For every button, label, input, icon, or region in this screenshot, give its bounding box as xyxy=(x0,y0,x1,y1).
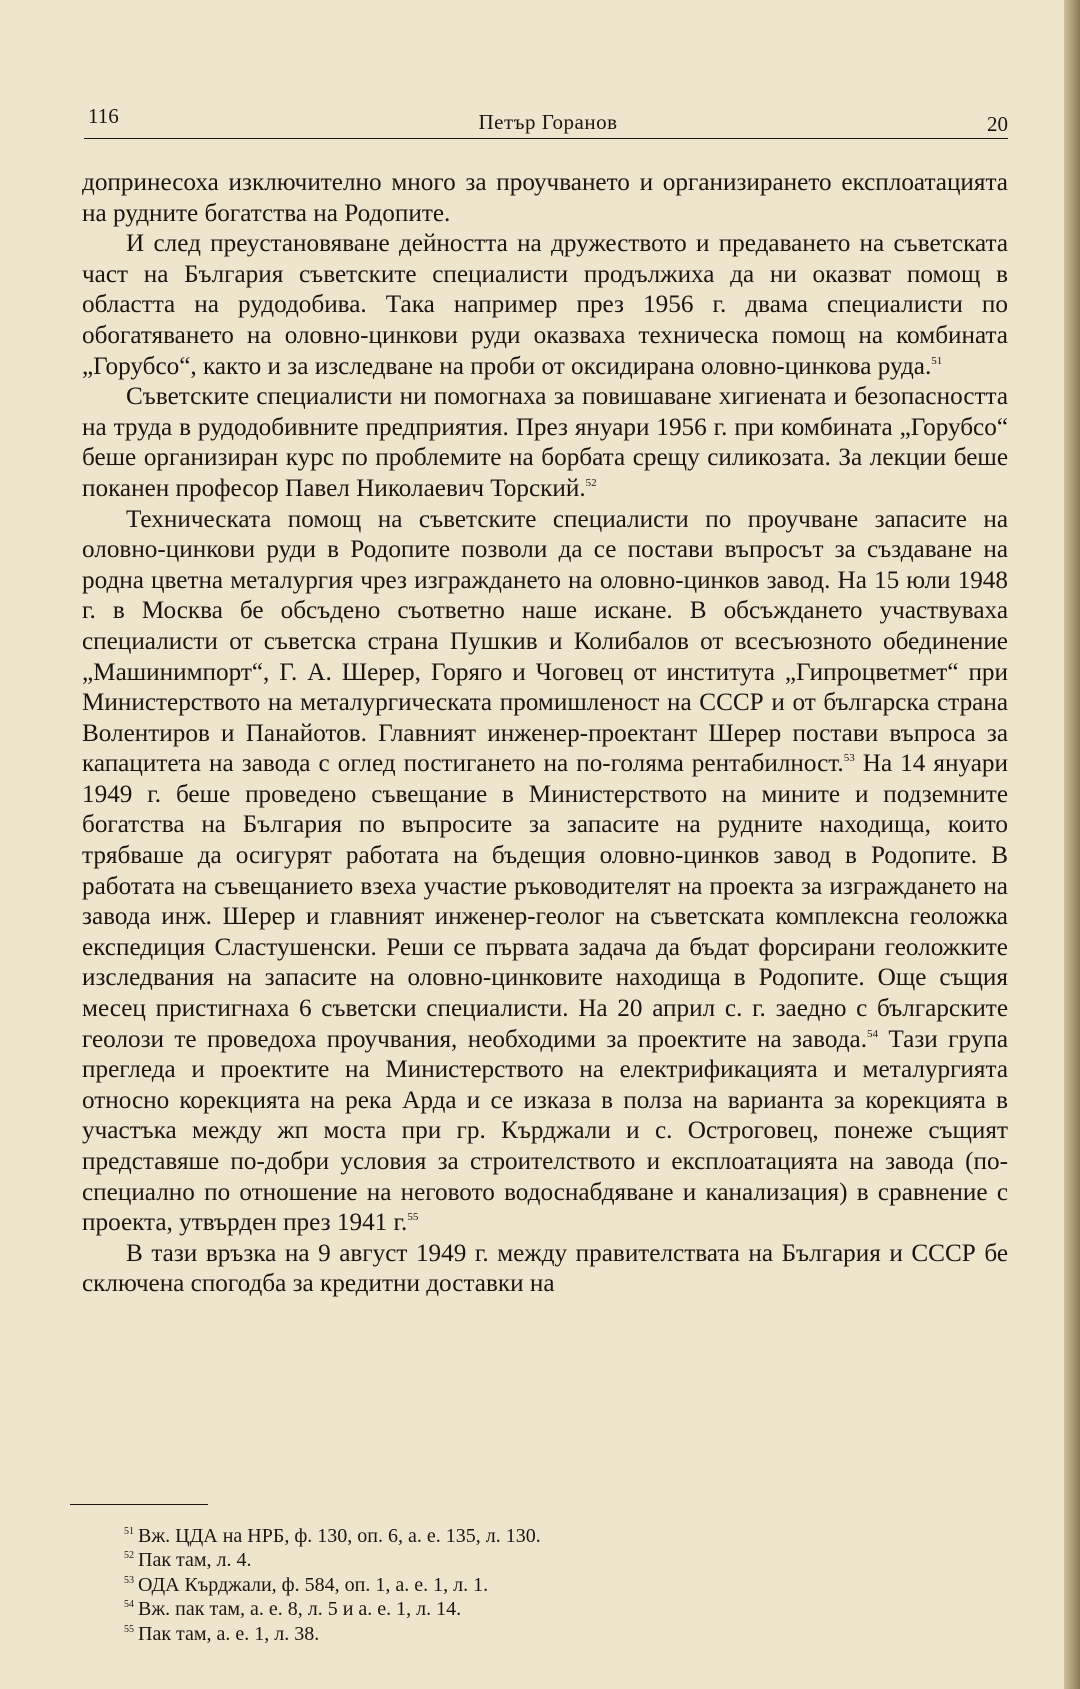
paragraph: В тази връзка на 9 август 1949 г. между правителствата на България и СССР бе сключена спогодба за кредитни доставки на xyxy=(82,1239,1008,1298)
footnote-ref: 51 xyxy=(931,354,943,367)
footnote: $^{52}$ Пак там, л. 4. xyxy=(124,1549,252,1572)
paragraph: И след преустановяване дейността на дружеството и предаването на съветската част на България съветските специалисти продължиха да ни оказват помощ в областта на рудодобива. Така например през 1956 г. двама специалисти по обогатяването на оловно-цинкови руди оказваха техническа помощ на комбината „Горубсо“, както и за изследване на проби от оксидирана оловно-цинкова руда.$^{51}$ xyxy=(82,230,1008,380)
paragraph: допринесоха изключително много за проучването и организирането експлоатацията на рудните богатства на Родопите. xyxy=(82,169,1008,227)
body-text xyxy=(82,168,1008,1300)
footnote-ref: 52 xyxy=(585,476,597,489)
paragraph: Съветските специалисти ни помогнаха за повишаване хигиената и безопасността на труда в рудодобивните предприятия. През януари 1956 г. при комбината „Горубсо“ беше организиран курс по проблемите на борбата срещу силикозата. За лекции беше поканен професор Павел Николаевич Торский.$^{52}$ xyxy=(82,383,1008,502)
footnotes xyxy=(124,1524,824,1646)
footnote: $^{53}$ ОДА Кърджали, ф. 584, оп. 1, а. е. 1, л. 1. xyxy=(124,1573,489,1596)
page-number: 116 xyxy=(88,104,119,128)
footnote-ref: 54 xyxy=(867,1027,879,1040)
paragraph: Техническата помощ на съветските специалисти по проучване запасите на оловно-цинкови руди в Родопите позволи да се постави въпросът за създаване на родна цветна металургия чрез изграждането на оловно-цинков завод. На 15 юли 1948 г. в Москва бе обсъдено съответно наше искане. В обсъждането участвуваха специалисти от съветска страна Пушкив и Колибалов от всесъюзното обединение „Машинимпорт“, Г. А. Шерер, Горяго и Чоговец от института „Гипроцветмет“ при Министерството на металургическата промишленост на СССР и от българска страна Волентиров и Панайотов. Главният инженер-проектант Шерер постави въпроса за капацитета на завода с оглед постигането на по-голяма рентабилност.$^{53}$ На 14 януари 1949 г. беше проведено съвещание в Министерството на мините и подземните богатства на България по въпросите за запасите на рудните находища, които трябваше да осигурят работата на бъдещия оловно-цинков завод в Родопите. В работата на съвещанието взеха участие ръководителят на проекта за изграждането на завода инж. Шерер и главният инженер-геолог на съветската комплексна геоложка експедиция Сластушенски. Реши се първата задача да бъдат форсирани геоложките изследвания на запасите на оловно-цинковите находища в Родопите. Още същия месец пристигнаха 6 съветски специалисти. На 20 април с. г. заедно с българските геолози те проведоха проучвания, необходими за проектите на завода.$^{54}$ Тази група прегледа и проектите на Министерството на електрификацията и металургията относно корекцията на река Арда и се изказа в полза на варианта за корекцията в участъка между жп моста при гр. Кърджали и с. Остроговец, понеже същият представяше по-добри условия за строителството и експлоатацията на завода (по-специално по отношение на неговото водоснабдяване и канализация) в сравнение с проекта, утвърден през 1941 г.$^{55}$ xyxy=(82,505,1008,1237)
header-rule xyxy=(84,138,1008,139)
chapter-number: 20 xyxy=(987,112,1008,136)
footnote-ref: 55 xyxy=(407,1211,419,1224)
footnote: $^{54}$ Вж. пак там, а. е. 8, л. 5 и а. е. 1, л. 14. xyxy=(124,1598,462,1621)
footnote-ref: 53 xyxy=(843,752,855,765)
running-head xyxy=(88,100,1008,140)
running-head-title: Петър Горанов xyxy=(478,110,618,134)
page-edge-shadow xyxy=(1064,0,1080,1689)
footnote-rule xyxy=(70,1504,208,1505)
footnote: $^{51}$ Вж. ЦДА на НРБ, ф. 130, оп. 6, а. е. 135, л. 130. xyxy=(124,1525,541,1547)
footnote: $^{55}$ Пак там, а. е. 1, л. 38. xyxy=(124,1622,320,1645)
